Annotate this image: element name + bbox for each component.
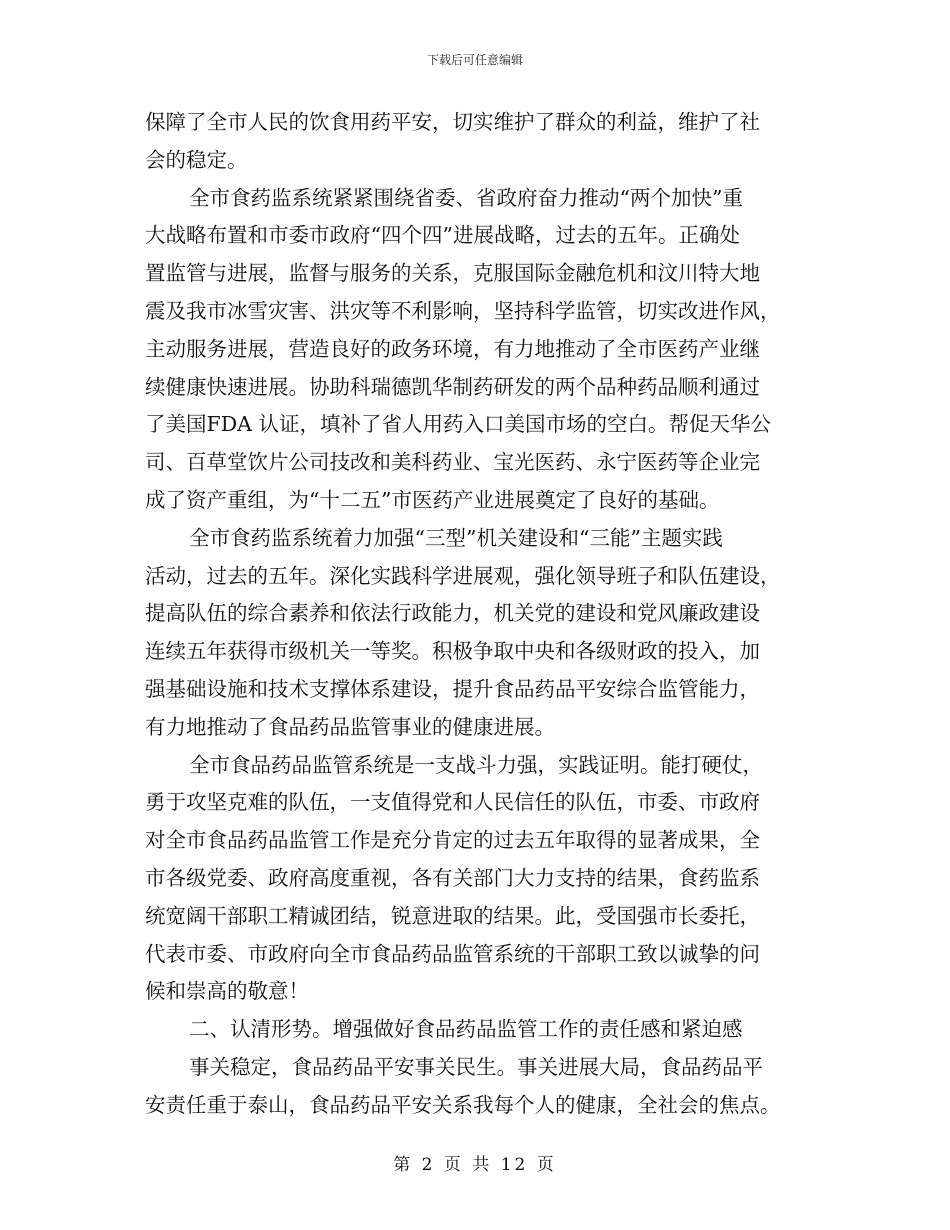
paragraph-start-line: 全市食药监系统紧紧围绕省委、省政府奋力推动“两个加快”重 [189,185,743,210]
text-line: 大战略布置和市委市政府“四个四”进展战略，过去的五年。正确处 [145,223,740,248]
section-heading: 二、认清形势。增强做好食品药品监管工作的责任感和紧迫感 [189,1017,743,1042]
text-line: 对全市食品药品监管工作是充分肯定的过去五年取得的显著成果，全 [145,828,760,853]
paragraph-start-line: 全市食品药品监管系统是一支战斗力强，实践证明。能打硬仗， [189,752,763,777]
text-line: 主动服务进展，营造良好的政务环境，有力地推动了全市医药产业继 [145,336,760,361]
document-body [145,104,805,1125]
text-line: 震及我市冰雪灾害、洪灾等不利影响，坚持科学监管，切实改进作风， [145,298,781,323]
text-line: 保障了全市人民的饮食用药平安，切实维护了群众的利益，维护了社 [145,110,760,134]
text-line: 候和崇高的敬意！ [145,979,309,1004]
paragraph-start-line: 全市食药监系统着力加强“三型”机关建设和“三能”主题实践 [189,525,723,550]
text-line: 司、百草堂饮片公司技改和美科药业、宝光医药、永宁医药等企业完 [145,450,760,475]
text-line: 统宽阔干部职工精诚团结，锐意进取的结果。此，受国强市长委托， [145,903,760,928]
text-line: 成了资产重组，为“十二五”市医药产业进展奠定了良好的基础。 [145,487,720,512]
text-line: 有力地推动了食品药品监管事业的健康进展。 [145,714,555,739]
page-number-footer: 第 2 页 共 12 页 [393,1155,557,1175]
text-line: 强基础设施和技术支撑体系建设，提升食品药品平安综合监管能力， [145,676,760,701]
text-line: 活动，过去的五年。深化实践科学进展观，强化领导班子和队伍建设， [145,563,781,588]
text-line: 市各级党委、政府高度重视，各有关部门大力支持的结果，食药监系 [145,865,760,890]
text-line: 勇于攻坚克难的队伍，一支值得党和人民信任的队伍，市委、市政府 [145,790,760,815]
text-line: 代表市委、市政府向全市食品药品监管系统的干部职工致以诚挚的问 [145,941,760,966]
text-line: 会的稳定。 [145,147,248,172]
text-line: 续健康快速进展。协助科瑞德凯华制药研发的两个品种药品顺利通过 [145,374,760,399]
paragraph-start-line: 事关稳定，食品药品平安事关民生。事关进展大局，食品药品平 [189,1054,763,1079]
text-line: 连续五年获得市级机关一等奖。积极争取中央和各级财政的投入，加 [145,639,760,664]
text-line: 安责任重于泰山，食品药品平安关系我每个人的健康，全社会的焦点。 [145,1092,781,1117]
text-line: 了美国FDA 认证，填补了省人用药入口美国市场的空白。帮促天华公 [145,412,771,437]
page-header: 下载后可任意编辑 [426,53,523,67]
text-line: 置监管与进展，监督与服务的关系，克服国际金融危机和汶川特大地 [145,261,760,286]
text-line: 提高队伍的综合素养和依法行政能力，机关党的建设和党风廉政建设 [145,601,760,626]
